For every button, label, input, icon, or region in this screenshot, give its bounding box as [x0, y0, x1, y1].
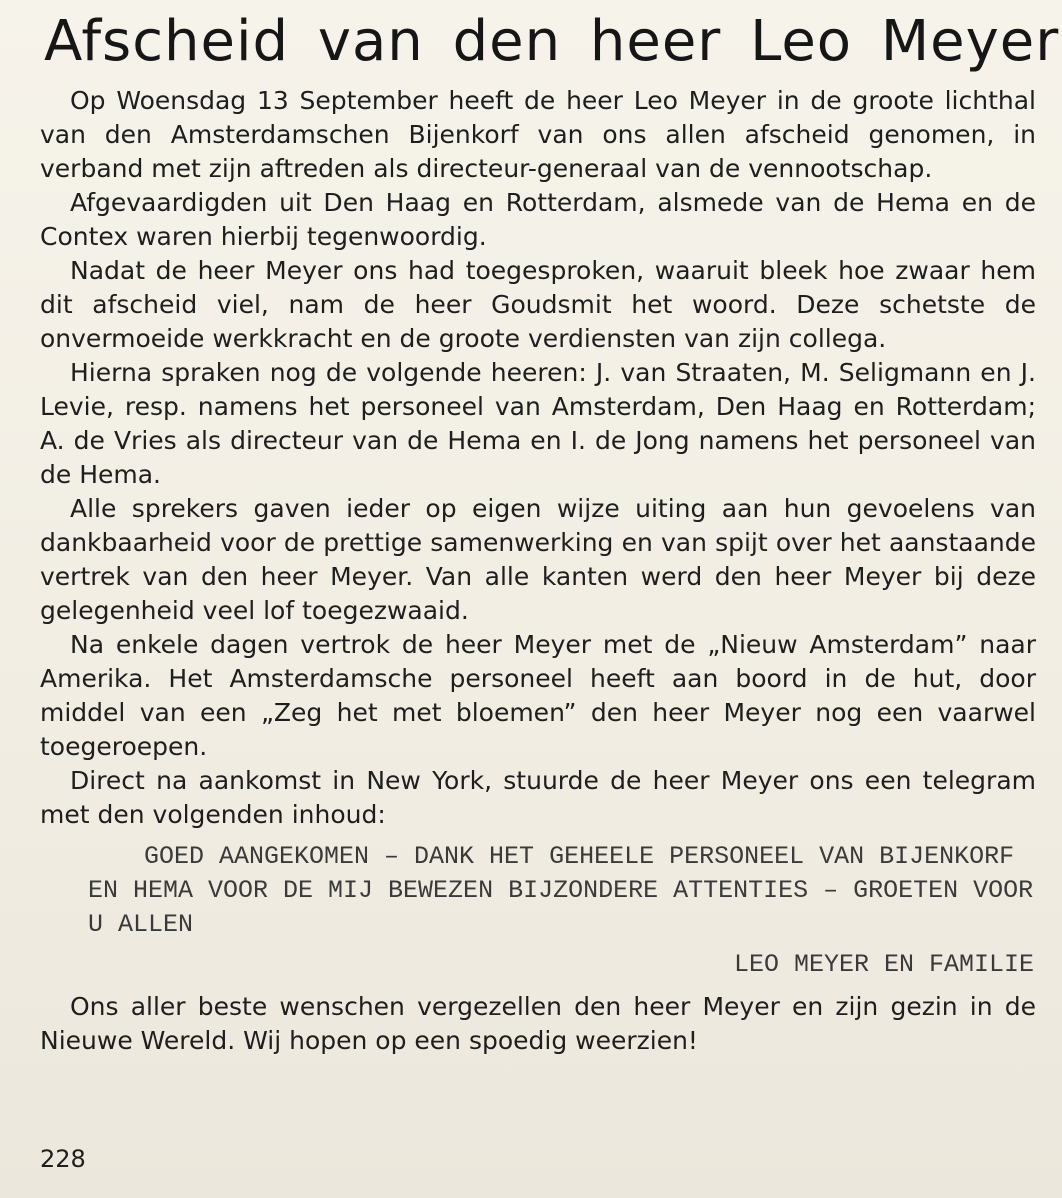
paragraph-gratitude: Alle sprekers gaven ieder op eigen wijze uiting aan hun gevoelens van dankbaarheid voor de prettige samenwerking en van spijt over het aanstaande vertrek van den heer Meyer. Van alle kanten werd den heer Meyer bij deze gelegenheid veel lof toegezwaaid.	[40, 494, 1036, 625]
paragraph-farewell-ceremony: Op Woensdag 13 September heeft de heer Leo Meyer in de groote lichthal van den Amsterdamschen Bijenkorf van ons allen afscheid genomen, in verband met zijn aftreden als directeur-generaal van de vennootschap.	[40, 86, 1036, 183]
paragraph-telegram-intro: Direct na aankomst in New York, stuurde de heer Meyer ons een telegram met den volgenden inhoud:	[40, 766, 1036, 829]
page-number: 228	[40, 1145, 86, 1173]
paragraph-departure: Na enkele dagen vertrok de heer Meyer met de „Nieuw Amsterdam” naar Amerika. Het Amsterdamsche personeel heeft aan boord in de hut, door middel van een „Zeg het met bloemen” den heer Meyer nog een vaarwel toegeroepen.	[40, 630, 1036, 761]
paragraph-speech-goudsmit: Nadat de heer Meyer ons had toegesproken, waaruit bleek hoe zwaar hem dit afscheid viel, nam de heer Goudsmit het woord. Deze schetste de onvermoeide werkkracht en de groote verdiensten van zijn collega.	[40, 256, 1036, 353]
article-title: Afscheid van den heer Leo Meyer	[44, 9, 1060, 74]
telegram-signature: LEO MEYER EN FAMILIE	[733, 950, 1034, 979]
paragraph-closing-wishes: Ons aller beste wenschen vergezellen den heer Meyer en zijn gezin in de Nieuwe Wereld. Wij hopen op een spoedig weerzien!	[40, 992, 1036, 1055]
paragraph-other-speakers: Hierna spraken nog de volgende heeren: J. van Straaten, M. Seligmann en J. Levie, resp. namens het personeel van Amsterdam, Den Haag en Rotterdam; A. de Vries als directeur van de Hema en I. de Jong namens het personeel van de Hema.	[40, 358, 1036, 489]
paragraph-delegates: Afgevaardigden uit Den Haag en Rotterdam, alsmede van de Hema en de Contex waren hierbij tegenwoordig.	[40, 188, 1036, 251]
telegram-text: GOED AANGEKOMEN – DANK HET GEHEELE PERSONEEL VAN BIJENKORF EN HEMA VOOR DE MIJ BEWEZEN BIJZONDERE ATTENTIES – GROETEN VOOR U ALLEN	[88, 842, 1034, 939]
article-body	[40, 84, 1036, 1058]
